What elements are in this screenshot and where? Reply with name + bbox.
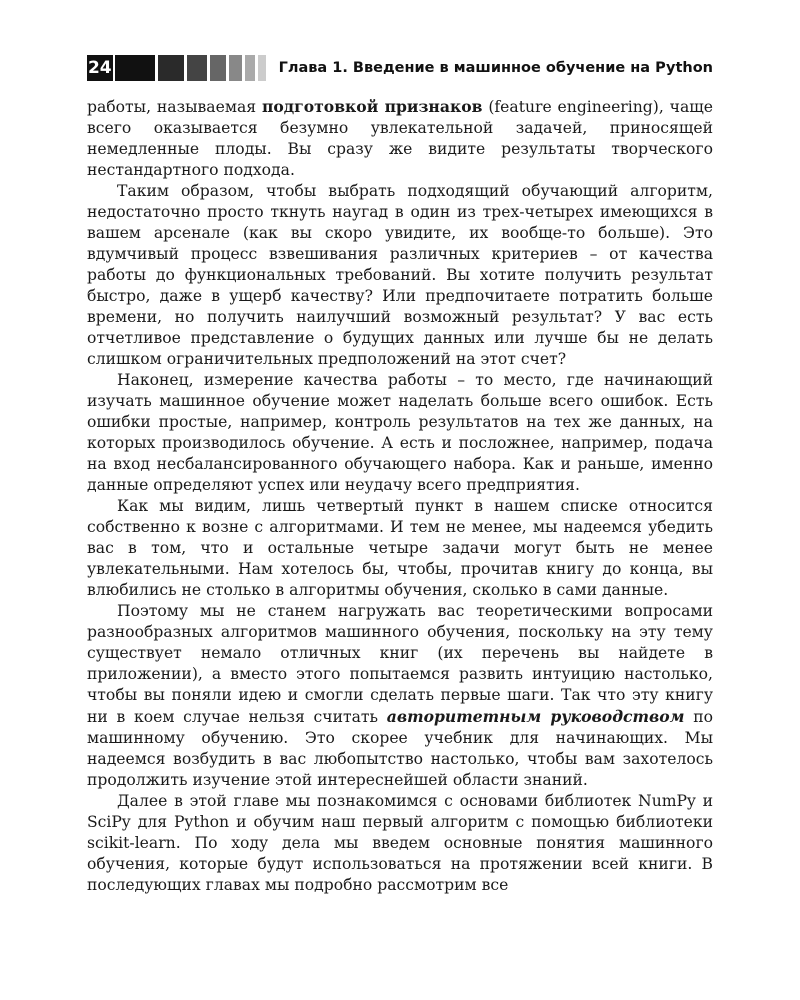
paragraph-text: по машинному обучению. Это скорее учебник для начинающих. Мы надеемся возбудить в вас любопытство настолько, чтобы вам захотелось продолжить изучение этой интереснейшей области знаний.	[87, 708, 713, 789]
paragraph	[87, 601, 713, 791]
paragraph: Как мы видим, лишь четвертый пункт в нашем списке относится собственно к возне с алгоритмами. И тем не менее, мы надеемся убедить вас в том, что и остальные четыре задачи могут быть не менее увлекательными. Нам хотелось бы, чтобы, прочитав книгу до конца, вы влюбились не столько в алгоритмы обучения, сколько в сами данные.	[87, 497, 713, 599]
header-bar	[245, 55, 255, 81]
header-bar	[229, 55, 242, 81]
paragraph: Далее в этой главе мы познакомимся с основами библиотек NumPy и SciPy для Python и обучим наш первый алгоритм с помощью библиотеки scikit-learn. По ходу дела мы введем основные понятия машинного обучения, которые будут использоваться на протяжении всей книги. В последующих главах мы подробно рассмотрим все	[87, 792, 713, 894]
paragraph	[87, 96, 713, 181]
paragraph: Таким образом, чтобы выбрать подходящий обучающий алгоритм, недостаточно просто ткнуть наугад в один из трех-четырех имеющихся в вашем арсенале (как вы скоро увидите, их вообще-то больше). Это вдумчивый процесс взвешивания различных критериев – от качества работы до функциональных требований. Вы хотите получить результат быстро, даже в ущерб качеству? Или предпочитаете потратить больше времени, но получить наилучший возможный результат? У вас есть отчетливое представление о будущих данных или лучше бы не делать слишком ограничительных предположений на этот счет?	[87, 182, 713, 368]
chapter-title: Глава 1. Введение в машинное обучение на Python	[278, 60, 713, 76]
header-bar	[158, 55, 184, 81]
running-header	[87, 54, 713, 82]
header-gradient-bars	[115, 55, 269, 81]
page-body	[87, 96, 713, 896]
paragraph-text: Поэтому мы не станем нагружать вас теоретическими вопросами разнообразных алгоритмов машинного обучения, поскольку на эту тему существует немало отличных книг (их перечень вы найдете в приложении), а вместо этого попытаемся развить интуицию настолько, чтобы вы поняли идею и смогли сделать первые шаги. Так что эту книгу ни в коем случае нельзя считать	[87, 602, 713, 726]
header-bar	[115, 55, 155, 81]
italic-term: авторитетным руководством	[386, 707, 685, 726]
header-bar	[210, 55, 226, 81]
paragraph-text: работы, называемая	[87, 98, 262, 116]
paragraph: Наконец, измерение качества работы – то место, где начинающий изучать машинное обучение может наделать больше всего ошибок. Есть ошибки простые, например, контроль результатов на тех же данных, на которых производилось обучение. А есть и посложнее, например, подача на вход несбалансированного обучающего набора. Как и раньше, именно данные определяют успех или неудачу всего предприятия.	[87, 371, 713, 494]
paragraph-text: (feature engineering), чаще всего оказывается безумно увлекательной задачей, приносящей немедленные плоды. Вы сразу же видите результаты творческого нестандартного подхода.	[87, 98, 714, 179]
page-number: 24	[87, 55, 113, 81]
header-bar	[258, 55, 266, 81]
bold-term: подготовкой признаков	[261, 97, 483, 116]
header-bar	[187, 55, 207, 81]
